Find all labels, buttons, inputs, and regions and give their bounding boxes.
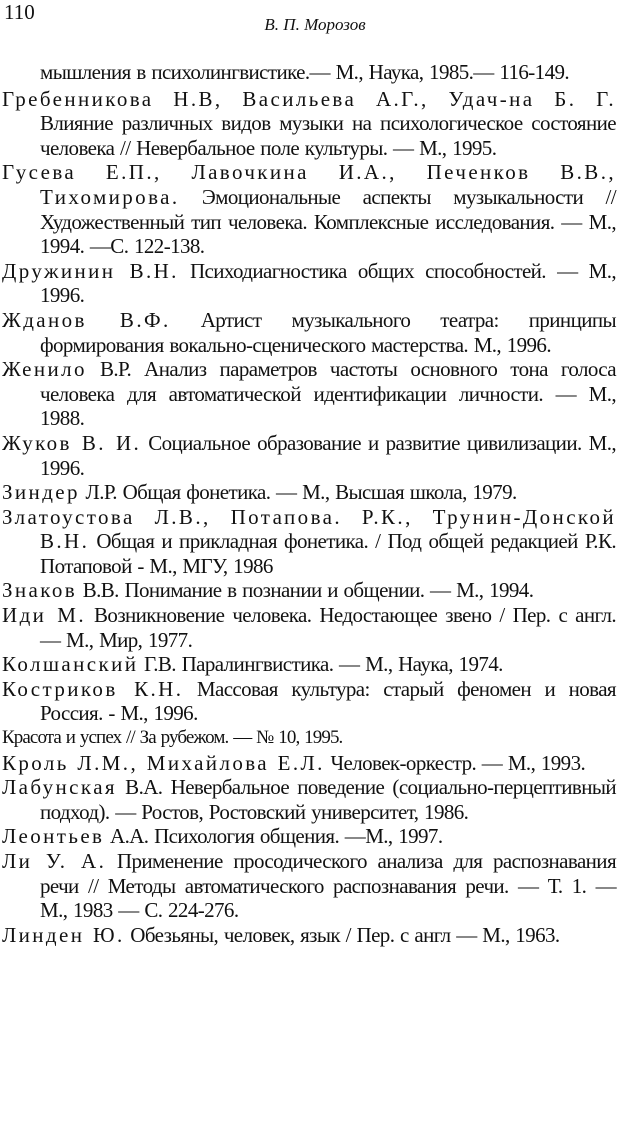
entry-text: Влияние различных видов музыки на психологическое состояние человека // Невербальное поле культуры. — М., 1995. [40, 111, 616, 160]
entry-author: Женило [2, 357, 87, 382]
entry-text: А.А. Психология общения. —М., 1997. [104, 824, 443, 849]
entry-text: Человек-оркестр. — М., 1993. [324, 750, 586, 775]
bibliography-entry [2, 849, 616, 923]
bibliography-entry [2, 603, 616, 652]
bibliography-entry [2, 652, 616, 677]
entry-text: Красота и успех // За рубежом. — № 10, 1995. [2, 727, 343, 749]
entry-author: Костриков К.Н. [2, 676, 184, 701]
entry-text: Возникновение человека. Недостающее звено / Пер. с англ. — М., Мир, 1977. [40, 603, 616, 652]
entry-author: Жуков В. И. [2, 430, 142, 455]
bibliography-entry [2, 308, 616, 357]
entry-author: Жданов В.Ф. [2, 307, 171, 332]
bibliography-entry [2, 60, 616, 85]
entry-text: Эмоциональные аспекты музыкальности // Художественный тип человека. Комплексные исследования. — М., 1994. —С. 122-138. [40, 184, 616, 259]
bibliography-entry [2, 824, 616, 849]
running-head: В. П. Морозов [264, 15, 366, 34]
page-number: 110 [4, 0, 35, 24]
entry-text: В.В. Понимание в познании и общении. — М., 1994. [77, 578, 534, 603]
entry-author: Колшанский [2, 652, 139, 677]
bibliography-entry [2, 505, 616, 579]
bibliography-entry [2, 726, 616, 751]
bibliography-entry [2, 259, 616, 308]
bibliography-entry [2, 677, 616, 726]
bibliography-entry [2, 775, 616, 824]
entry-author: Знаков [2, 578, 78, 603]
bibliography-list [2, 60, 616, 947]
entry-author: Иди М. [2, 603, 87, 628]
entry-author: Гусева Е.П., Лавочкина И.А., Печенков В.В., Тихомирова. [2, 160, 616, 209]
entry-author: Златоустова Л.В., Потапова. Р.К., Трунин-Донской В.Н. [2, 504, 616, 554]
bibliography-entry [2, 160, 616, 258]
bibliography-entry [2, 431, 616, 480]
entry-author: Зиндер [2, 480, 80, 505]
entry-author: Леонтьев [2, 824, 105, 849]
bibliography-entry [2, 357, 616, 431]
entry-text: В.А. Невербальное поведение (социально-перцептивный подход). — Ростов, Ростовский университет, 1986. [40, 775, 616, 824]
entry-author: Гребенникова Н.В, Васильева А.Г., Удач-на Б. Г. [2, 86, 616, 111]
entry-text: Артист музыкального театра: принципы формирования вокально-сценического мастерства. М., 1996. [40, 307, 616, 357]
entry-text: Психодиагностика общих способностей. — М., 1996. [40, 258, 616, 308]
entry-text: Применение просодического анализа для распознавания речи // Методы автоматического распознавания речи. — Т. 1. — М., 1983 — С. 224-276. [40, 849, 617, 923]
entry-text: Социальное образование и развитие цивилизации. М., 1996. [40, 430, 617, 480]
entry-text: мышления в психолингвистике.— М., Наука, 1985.— 116-149. [40, 60, 570, 84]
bibliography-entry [2, 578, 616, 603]
entry-author: Ли У. А. [2, 849, 107, 873]
entry-text: В.Р. Анализ параметров частоты основного тона голоса человека для автоматической идентификации личности. — М., 1988. [40, 357, 616, 431]
entry-text: Общая и прикладная фонетика. / Под общей редакцией Р.К. Потаповой - М., МГУ, 1986 [40, 529, 616, 578]
bibliography-entry [2, 87, 616, 161]
bibliography-entry [2, 751, 616, 776]
entry-text: Л.Р. Общая фонетика. — М., Высшая школа, 1979. [79, 480, 517, 505]
bibliography-entry [2, 923, 616, 948]
entry-author: Кроль Л.М., Михайлова Е.Л. [2, 750, 325, 775]
entry-author: Дружинин В.Н. [2, 258, 179, 283]
entry-author: Лабунская [2, 775, 117, 800]
bibliography-entry [2, 480, 616, 505]
entry-text: Массовая культура: старый феномен и новая Россия. - М., 1996. [40, 676, 616, 726]
entry-text: Г.В. Паралингвистика. — М., Наука, 1974. [138, 652, 503, 677]
entry-text: Обезьяны, человек, язык / Пер. с англ — М., 1963. [124, 922, 560, 947]
entry-author: Линден Ю. [2, 922, 125, 947]
